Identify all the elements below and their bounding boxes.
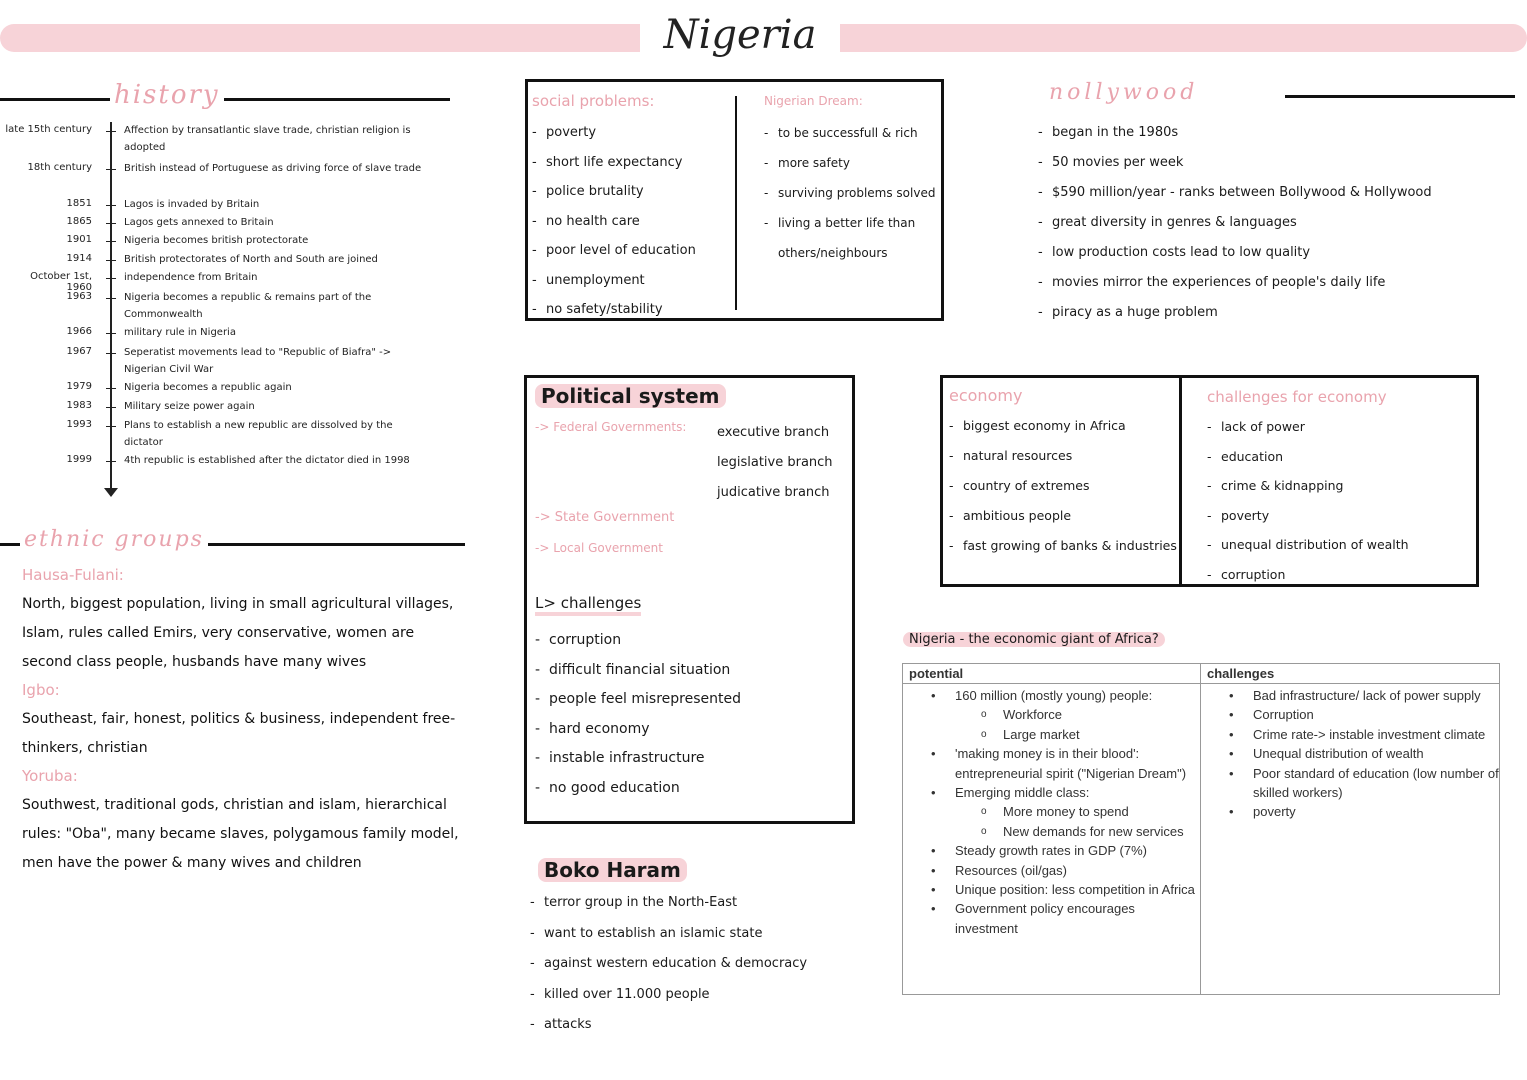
timeline-tick	[106, 333, 116, 334]
box-divider	[735, 96, 737, 310]
economy-item: - biggest economy in Africa	[949, 411, 1177, 441]
challenge-item: • Crime rate-> instable investment climate	[1201, 725, 1499, 744]
potential-cell	[903, 684, 1201, 995]
nollywood-item: - $590 million/year - ranks between Bollywood & Hollywood	[1038, 178, 1508, 208]
ethnic-group-name: Igbo:	[22, 681, 60, 699]
challenge-item: • Bad infrastructure/ lack of power supply	[1201, 686, 1499, 705]
timeline-tick	[106, 205, 116, 206]
dream-list	[764, 118, 944, 268]
timeline-event: military rule in Nigeria	[124, 327, 236, 338]
timeline-event: independence from Britain	[124, 272, 258, 283]
timeline-year: 1979	[66, 381, 92, 392]
federal-label: -> Federal Governments:	[535, 420, 687, 434]
potential-item: • Unique position: less competition in Africa	[903, 880, 1200, 899]
social-heading: social problems:	[532, 92, 655, 110]
economy-item: - ambitious people	[949, 501, 1177, 531]
timeline-year: 18th century	[27, 162, 92, 173]
challenges-list	[1201, 684, 1499, 826]
giant-heading-text: Nigeria - the economic giant of Africa?	[903, 632, 1165, 647]
political-heading-text: Political system	[535, 384, 726, 408]
economy-challenge-item: - education	[1207, 442, 1477, 472]
timeline-year: 1993	[66, 419, 92, 430]
challenges-heading-text: L> challenges	[535, 594, 641, 616]
social-dream-box	[525, 79, 944, 321]
dream-item: - living a better life than others/neighbours	[764, 208, 944, 268]
timeline-event: British protectorates of North and South are joined	[124, 254, 378, 265]
giant-table	[902, 663, 1500, 995]
ethnic-group-text: Southeast, fair, honest, politics & business, independent free-thinkers, christian	[22, 711, 456, 756]
ethnic-heading: ethnic groups	[20, 527, 208, 552]
potential-item: o Workforce	[903, 705, 1200, 724]
social-problem-item: - poor level of education	[532, 236, 732, 266]
timeline-tick	[106, 131, 116, 132]
timeline-axis	[110, 122, 112, 494]
ethnic-groups	[22, 566, 467, 878]
giant-heading	[903, 632, 1165, 647]
timeline-event: 4th republic is established after the dictator died in 1998	[124, 455, 410, 466]
political-challenges-heading	[535, 594, 641, 612]
dream-item: - more safety	[764, 148, 944, 178]
timeline-event: Military seize power again	[124, 401, 255, 412]
timeline-year: 1963	[66, 291, 92, 302]
ethnic-group-text: North, biggest population, living in small agricultural villages, Islam, rules called Emirs, very conservative, women are second class people, husbands have many wives	[22, 596, 454, 670]
nollywood-item: - movies mirror the experiences of people's daily life	[1038, 268, 1508, 298]
nollywood-list	[1038, 118, 1508, 328]
boko-item: - attacks	[530, 1010, 870, 1041]
dream-heading: Nigerian Dream:	[764, 94, 863, 108]
branch-item: legislative branch	[717, 455, 833, 470]
social-problem-item: - no safety/stability	[532, 295, 732, 325]
potential-item: o More money to spend	[903, 802, 1200, 821]
potential-item: o Large market	[903, 725, 1200, 744]
potential-item: • Emerging middle class:	[903, 783, 1200, 802]
political-challenge-item: - no good education	[535, 774, 845, 804]
economy-challenge-item: - crime & kidnapping	[1207, 471, 1477, 501]
challenge-item: • poverty	[1201, 802, 1499, 821]
timeline-year: 1914	[66, 253, 92, 264]
economy-challenge-item: - lack of power	[1207, 412, 1477, 442]
dream-item: - surviving problems solved	[764, 178, 944, 208]
social-problem-item: - police brutality	[532, 177, 732, 207]
challenge-item: • Poor standard of education (low number of skilled workers)	[1201, 764, 1499, 803]
economy-box	[940, 375, 1479, 587]
political-challenge-item: - people feel misrepresented	[535, 685, 845, 715]
history-rule	[0, 98, 450, 101]
social-problem-item: - no health care	[532, 207, 732, 237]
timeline-year: October 1st, 1960	[30, 271, 92, 293]
timeline-tick	[106, 169, 116, 170]
political-box	[524, 375, 855, 824]
timeline-event: Nigeria becomes a republic again	[124, 382, 292, 393]
political-challenge-item: - corruption	[535, 626, 845, 656]
timeline-tick	[106, 278, 116, 279]
economy-list	[949, 411, 1177, 561]
social-problems	[532, 92, 732, 325]
federal-branches	[717, 418, 833, 508]
branch-item: executive branch	[717, 425, 830, 440]
economy-item: - natural resources	[949, 441, 1177, 471]
boko-heading-text: Boko Haram	[538, 858, 687, 882]
nollywood-item: - piracy as a huge problem	[1038, 298, 1508, 328]
timeline-tick	[106, 260, 116, 261]
timeline-event: Nigeria becomes british protectorate	[124, 235, 309, 246]
potential-item: • Government policy encourages investment	[903, 899, 1200, 938]
timeline-tick	[106, 426, 116, 427]
timeline-year: late 15th century	[5, 124, 92, 135]
timeline-event: Affection by transatlantic slave trade, christian religion is adopted	[124, 125, 411, 153]
economy-challenges-column	[1207, 388, 1477, 589]
timeline-tick	[106, 407, 116, 408]
timeline-tick	[106, 241, 116, 242]
branch-item: judicative branch	[717, 485, 830, 500]
local-government: -> Local Government	[535, 541, 663, 555]
timeline-tick	[106, 223, 116, 224]
ethnic-group-name: Yoruba:	[22, 767, 78, 785]
potential-list	[903, 684, 1200, 942]
potential-item: • Steady growth rates in GDP (7%)	[903, 841, 1200, 860]
timeline-event: Plans to establish a new republic are dissolved by the dictator	[124, 420, 393, 448]
boko-item: - killed over 11.000 people	[530, 980, 870, 1011]
nollywood-item: - low production costs lead to low quality	[1038, 238, 1508, 268]
political-challenge-item: - difficult financial situation	[535, 656, 845, 686]
timeline-arrow	[104, 488, 118, 497]
timeline-year: 1999	[66, 454, 92, 465]
timeline-year: 1851	[66, 198, 92, 209]
nollywood-item: - began in the 1980s	[1038, 118, 1508, 148]
economy-challenge-item: - unequal distribution of wealth	[1207, 530, 1477, 560]
economy-item: - country of extremes	[949, 471, 1177, 501]
ethnic-group-name: Hausa-Fulani:	[22, 566, 124, 584]
dream-item: - to be successfull & rich	[764, 118, 944, 148]
social-problem-item: - poverty	[532, 118, 732, 148]
economy-column	[949, 386, 1177, 561]
political-challenge-item: - hard economy	[535, 715, 845, 745]
state-government: -> State Government	[535, 510, 675, 525]
timeline-event: Nigeria becomes a republic & remains part of the Commonwealth	[124, 292, 372, 320]
timeline-year: 1865	[66, 216, 92, 227]
nigerian-dream	[764, 94, 944, 268]
nollywood-heading: nollywood	[1045, 80, 1202, 105]
timeline-event: Seperatist movements lead to "Republic of Biafra" -> Nigerian Civil War	[124, 347, 392, 375]
challenge-item: • Unequal distribution of wealth	[1201, 744, 1499, 763]
economy-challenges-heading: challenges for economy	[1207, 388, 1387, 406]
economy-challenge-item: - corruption	[1207, 560, 1477, 590]
economy-heading: economy	[949, 386, 1023, 405]
nollywood-item: - 50 movies per week	[1038, 148, 1508, 178]
timeline-tick	[106, 298, 116, 299]
economy-item: - fast growing of banks & industries	[949, 531, 1177, 561]
timeline-event: British instead of Portuguese as driving force of slave trade	[124, 163, 422, 174]
potential-item: • 160 million (mostly young) people:	[903, 686, 1200, 705]
timeline-event: Lagos gets annexed to Britain	[124, 217, 274, 228]
boko-heading	[538, 858, 687, 882]
timeline-year: 1966	[66, 326, 92, 337]
table-header-challenges: challenges	[1201, 664, 1500, 684]
economy-divider	[1179, 378, 1182, 584]
boko-list	[530, 888, 870, 1041]
ethnic-group-text: Southwest, traditional gods, christian and islam, hierarchical rules: "Oba", many became slaves, polygamous family model, men have the power & many wives and children	[22, 797, 459, 871]
challenge-item: • Corruption	[1201, 705, 1499, 724]
timeline-year: 1983	[66, 400, 92, 411]
boko-item: - against western education & democracy	[530, 949, 870, 980]
economy-challenge-item: - poverty	[1207, 501, 1477, 531]
social-problem-item: - unemployment	[532, 266, 732, 296]
page-title: Nigeria	[640, 12, 840, 58]
boko-item: - want to establish an islamic state	[530, 919, 870, 950]
political-heading	[535, 384, 726, 408]
political-challenge-item: - instable infrastructure	[535, 744, 845, 774]
timeline-year: 1901	[66, 234, 92, 245]
timeline-tick	[106, 388, 116, 389]
challenges-cell	[1201, 684, 1500, 995]
potential-item: • 'making money is in their blood': entrepreneurial spirit ("Nigerian Dream")	[903, 744, 1200, 783]
timeline-year: 1967	[66, 346, 92, 357]
economy-challenges-list	[1207, 412, 1477, 589]
potential-item: • Resources (oil/gas)	[903, 861, 1200, 880]
history-heading: history	[110, 80, 224, 110]
nollywood-rule	[1285, 95, 1515, 98]
timeline-tick	[106, 461, 116, 462]
boko-item: - terror group in the North-East	[530, 888, 870, 919]
political-challenges-list	[535, 626, 845, 803]
timeline-tick	[106, 353, 116, 354]
timeline-event: Lagos is invaded by Britain	[124, 199, 260, 210]
nollywood-item: - great diversity in genres & languages	[1038, 208, 1508, 238]
social-problem-item: - short life expectancy	[532, 148, 732, 178]
social-list	[532, 118, 732, 325]
potential-item: o New demands for new services	[903, 822, 1200, 841]
table-header-potential: potential	[903, 664, 1201, 684]
